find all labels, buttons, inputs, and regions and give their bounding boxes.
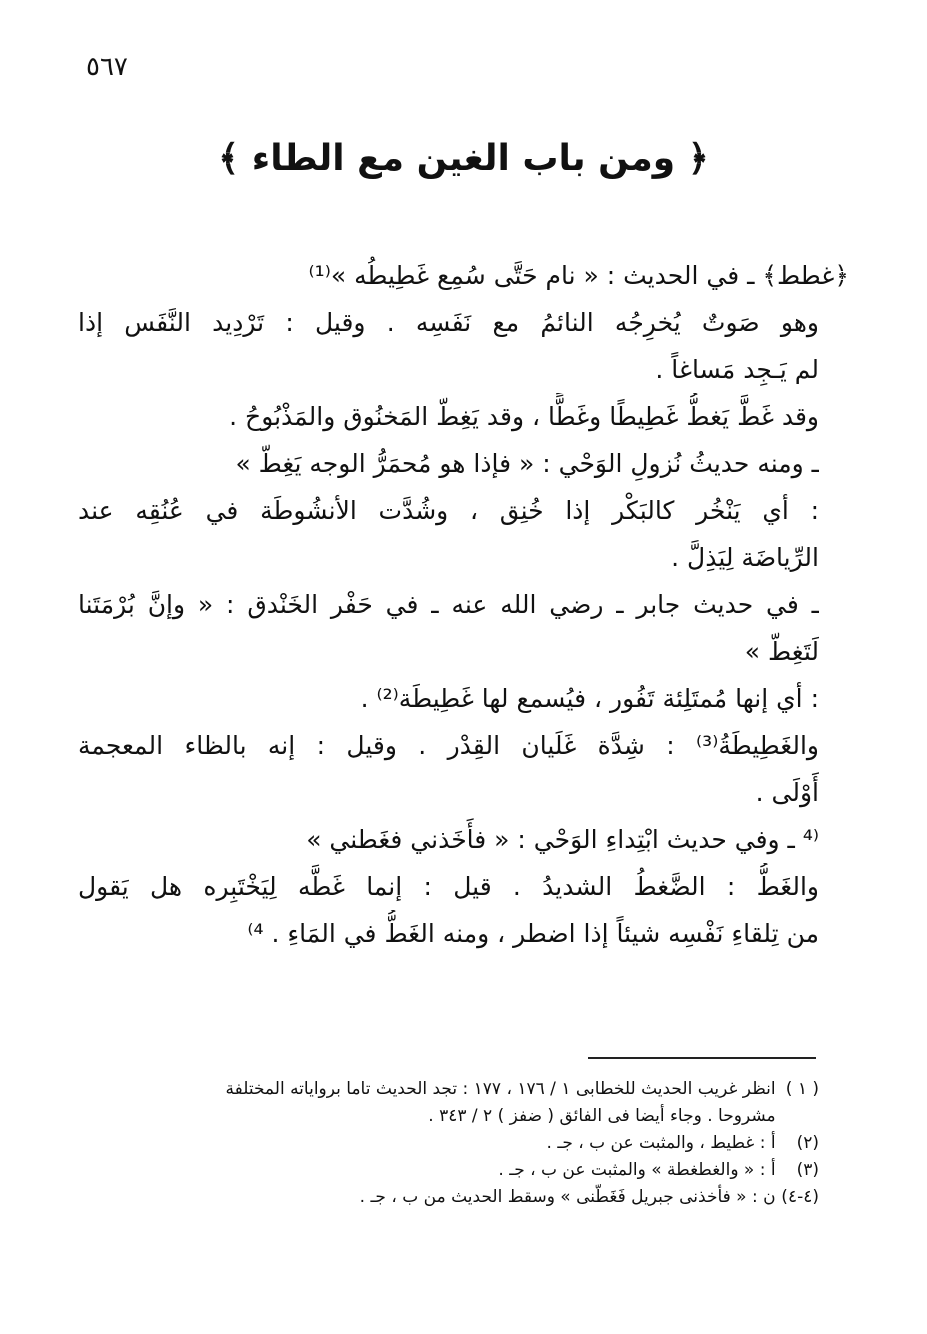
footnote-2	[78, 1130, 819, 1157]
footnote-text: أ : غطيط ، والمثبت عن ب ، جـ .	[546, 1133, 776, 1153]
footnote-4	[78, 1184, 819, 1211]
footnote-1-continued	[78, 1103, 819, 1130]
footnotes	[78, 1076, 819, 1211]
body-line: الرِّياضَة لِيَذِلَّ .	[671, 543, 819, 572]
body-line: أَوْلَى .	[755, 778, 819, 807]
body-line: لَتَغِطّ »	[744, 637, 819, 666]
footnote-text: أ : « والغطغطة » والمثبت عن ب ، جـ .	[498, 1160, 776, 1180]
body-line: ـ ومنه حديثُ نُزولِ الوَحْي : « فإذا هو مُحمَرُّ الوجه يَغِطّ »	[235, 449, 819, 478]
body-line: ⁽⁴ ـ وفي حديث ابْتِداءِ الوَحْي : « فأَخَذني فغَطني »	[306, 825, 819, 854]
page-number: ٥٦٧	[86, 52, 128, 82]
body-line: والغَطِيطَةُ⁽³⁾ : شِدَّة غَلَيان القِدْر . وقيل : إنه بالظاء المعجمة	[78, 731, 819, 760]
footnote-1	[78, 1076, 819, 1103]
footnote-text: ن : « فأخذنى جبريل فَغَطَّنى » وسقط الحديث من ب ، جـ .	[359, 1187, 776, 1207]
body-line: وقد غَطَّ يَغطُّ غَطِيطًا وغَطًّا ، وقد يَغِطّ المَخنُوق والمَذْبُوحُ .	[229, 402, 819, 431]
body-line: من تِلقاءِ نَفْسِه شيئاً إذا اضطر ، ومنه الغَطُّ في المَاءِ . ⁴⁾	[247, 919, 819, 948]
body-text	[78, 252, 849, 957]
body-line: ـ في حديث جابر ـ رضي الله عنه ـ في حَفْر الخَنْدق : « وإنَّ بُرْمَتَنا	[78, 590, 819, 619]
body-line: لم يَـجِد مَساغاً .	[655, 355, 819, 384]
footnote-text: مشروحا . وجاء أيضا فى الفائق ( ضفز ) ٢ / ٣٤٣ .	[428, 1106, 776, 1126]
footnote-text: انظر غريب الحديث للخطابى ١ / ١٧٦ ، ١٧٧ : تجد الحديث تاما برواياته المختلفة	[225, 1079, 776, 1099]
footnote-marker: ( ١ )	[785, 1079, 819, 1099]
chapter-title: ﴿ ومن باب الغين مع الطاء ﴾	[218, 138, 709, 179]
footnote-divider	[588, 1057, 816, 1059]
body-line: والغَطُّ : الضَّغطُ الشديدُ . قيل : إنما غَطَّه لِيَخْتَبِره هل يَقول	[78, 872, 819, 901]
footnote-marker: (٢)	[796, 1133, 819, 1153]
body-line: وهو صَوتٌ يُخرِجُه النائمُ مع نَفَسِه . وقيل : تَرْدِيد النَّفَس إذا	[78, 308, 819, 337]
body-line: : أي إنها مُمتَلِئة تَفُور ، فيُسمع لها غَطِيطَة⁽²⁾ .	[360, 684, 819, 713]
footnote-marker: (٤-٤)	[781, 1187, 819, 1207]
footnote-marker: (٣)	[796, 1160, 819, 1180]
body-line: : أي يَنْخُر كالبَكْر إذا خُنِق ، وشُدَّت الأنشُوطَة في عُنُقِه عند	[78, 496, 819, 525]
entry-heading-line: ﴿غطط﴾ ـ في الحديث : « نام حَتَّى سُمِع غَطِيطُه »⁽¹⁾	[308, 261, 849, 290]
footnote-3	[78, 1157, 819, 1184]
